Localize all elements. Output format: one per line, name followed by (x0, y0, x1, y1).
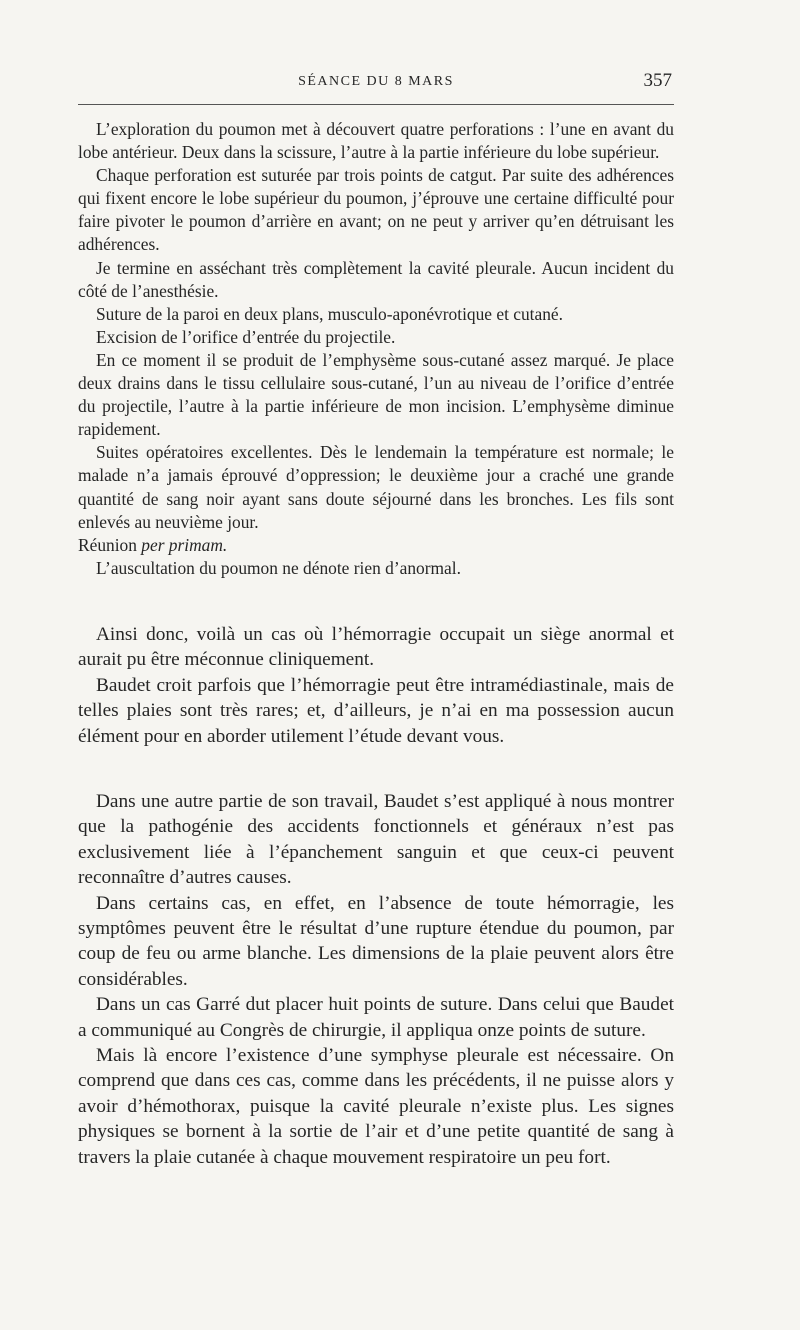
paragraph: L’auscultation du poumon ne dénote rien d’anormal. (96, 557, 461, 578)
paragraph: Ainsi donc, voilà un cas où l’hémorragie occupait un siège anormal et aurait pu être méconnue cliniquement. (78, 624, 674, 671)
reunion-paragraph (78, 534, 674, 557)
case-report-section (78, 118, 674, 580)
paragraph: Dans un cas Garré dut placer huit points de suture. Dans celui que Baudet a communiqué au Congrès de chirurgie, il appliqua onze points de suture. (78, 994, 674, 1041)
header-title: SÉANCE DU 8 MARS (298, 74, 454, 89)
paragraph: Baudet croit parfois que l’hémorragie peut être intramédiastinale, mais de telles plaies sont très rares; et, d’ailleurs, je n’ai en ma possession aucun élément pour en aborder utilement l’étude devant vous. (78, 674, 674, 747)
book-page (78, 70, 674, 96)
paragraph: Chaque perforation est suturée par trois points de catgut. Par suite des adhérences qui fixent encore le lobe supérieur du poumon, j’éprouve une certaine difficulté pour faire pivoter le poumon d’arrière en avant; on ne peut y arriver qu’en détruisant les adhérences. (78, 165, 674, 255)
paragraph: En ce moment il se produit de l’emphysème sous-cutané assez marqué. Je place deux drains dans le tissu cellulaire sous-cutané, l’un au niveau de l’orifice d’entrée du projectile, l’autre à la partie inférieure de mon incision. L’emphysème diminue rapidement. (78, 349, 674, 440)
running-header (78, 70, 674, 96)
paragraph: Excision de l’orifice d’entrée du projectile. (96, 326, 396, 347)
paragraph: Mais là encore l’existence d’une symphyse pleurale est nécessaire. On comprend que dans ces cas, comme dans les précédents, il ne puisse alors y avoir d’hémothorax, puisque la cavité pleurale n’existe plus. Les signes physiques se bornent à la sortie de l’air et d’une petite quantité de sang à travers la plaie cutanée à chaque mouvement respiratoire un peu fort. (78, 1045, 674, 1168)
paragraph: Dans certains cas, en effet, en l’absence de toute hémorragie, les symptômes peuvent être le résultat d’une rupture étendue du poumon, par coup de feu ou arme blanche. Les dimensions de la plaie peuvent alors être considérables. (78, 892, 674, 990)
paragraph: L’exploration du poumon met à découvert quatre perforations : l’une en avant du lobe antérieur. Deux dans la scissure, l’autre à la partie inférieure du lobe supérieur. (78, 119, 674, 163)
reunion-text: Réunion (78, 534, 142, 555)
discussion-section-2 (78, 789, 674, 1170)
page-number: 357 (643, 70, 672, 91)
paragraph: Suites opératoires excellentes. Dès le lendemain la température est normale; le malade n’a jamais éprouvé d’oppression; le deuxième jour a craché une grande quantité de sang noir ayant sans doute séjourné dans les bronches. Les fils sont enlevés au neuvième jour. (78, 442, 674, 532)
paragraph: Suture de la paroi en deux plans, musculo-aponévrotique et cutané. (96, 303, 563, 324)
reunion-latin: per primam. (141, 534, 228, 555)
header-rule (78, 104, 674, 105)
paragraph: Dans une autre partie de son travail, Baudet s’est appliqué à nous montrer que la pathogénie des accidents fonctionnels et généraux n’est pas exclusivement liée à l’épanchement sanguin et que ceux-ci peuvent reconnaître d’autres causes. (78, 791, 674, 889)
discussion-section-1 (78, 622, 674, 749)
paragraph: Je termine en asséchant très complètement la cavité pleurale. Aucun incident du côté de l’anesthésie. (78, 257, 674, 301)
